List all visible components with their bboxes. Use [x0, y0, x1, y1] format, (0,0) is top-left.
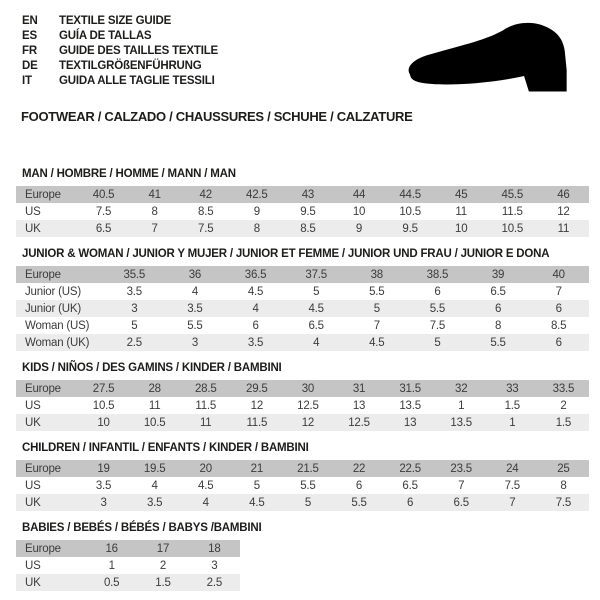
size-cell: 10 [78, 414, 129, 431]
table-row [16, 317, 589, 334]
size-cell: 3.5 [126, 285, 142, 298]
size-table [16, 540, 240, 591]
size-cell: 3 [104, 300, 165, 317]
size-cell: 21.5 [282, 460, 333, 477]
size-cell: 33 [487, 380, 538, 397]
size-cell: 1.5 [538, 414, 589, 431]
size-cell: 8.5 [198, 205, 214, 218]
size-cell: 7 [373, 319, 380, 332]
size-cell: 19.5 [129, 460, 180, 477]
size-cell: 45 [436, 186, 487, 203]
size-cell: 6 [528, 334, 589, 351]
size-cell: 13 [385, 414, 436, 431]
size-cell: 5.5 [369, 285, 385, 298]
row-label: Junior (US) [25, 285, 81, 298]
size-cell: 5 [407, 334, 468, 351]
size-cell: 6.5 [436, 494, 487, 511]
size-cell: 41 [129, 186, 180, 203]
size-cell: 4 [286, 334, 347, 351]
size-cell: 23.5 [436, 460, 487, 477]
size-cell: 38.5 [407, 266, 468, 283]
size-cell: 8 [231, 220, 282, 237]
row-label: US [25, 479, 41, 492]
size-cell: 6 [252, 319, 259, 332]
size-cell: 25 [538, 460, 589, 477]
table-row [16, 220, 589, 237]
size-cell: 16 [86, 540, 137, 557]
size-cell: 44.5 [385, 186, 436, 203]
table-row [16, 460, 589, 477]
size-cell: 9 [333, 220, 384, 237]
row-label: Woman (US) [25, 319, 90, 332]
size-cell: 5 [282, 494, 333, 511]
size-cell: 4.5 [347, 334, 408, 351]
size-cell: 2.5 [189, 574, 240, 591]
size-cell: 8 [151, 205, 158, 218]
size-cell: 10.5 [487, 220, 538, 237]
size-cell: 9 [253, 205, 260, 218]
size-cell: 7 [555, 285, 562, 298]
size-cell: 4 [225, 300, 286, 317]
row-label: UK [16, 574, 86, 591]
size-table-section [0, 248, 600, 351]
size-cell: 40 [528, 266, 589, 283]
table-row [16, 494, 589, 511]
size-cell: 7.5 [95, 205, 112, 218]
size-cell: 7.5 [538, 494, 589, 511]
section-divider-gap [0, 431, 600, 442]
size-cell: 20 [180, 460, 231, 477]
row-label: Europe [16, 540, 86, 557]
size-table [16, 186, 589, 237]
size-cell: 27.5 [78, 380, 129, 397]
row-label: UK [16, 414, 78, 431]
size-cell: 1.5 [137, 574, 188, 591]
size-cell: 5 [347, 300, 408, 317]
size-table-section [0, 522, 600, 591]
size-cell: 31.5 [385, 380, 436, 397]
size-cell: 3 [78, 494, 129, 511]
language-code: ES [22, 29, 37, 42]
size-cell: 6 [528, 300, 589, 317]
table-row [16, 414, 589, 431]
size-cell: 2 [560, 399, 567, 412]
language-code: EN [22, 14, 38, 27]
size-cell: 4.5 [231, 494, 282, 511]
table-row [16, 477, 589, 494]
size-cell: 5 [313, 285, 320, 298]
size-table [16, 380, 589, 431]
language-label: TEXTILGRÖßENFÜHRUNG [59, 59, 202, 72]
size-cell: 1 [487, 414, 538, 431]
table-title: BABIES / BEBÉS / BÉBÉS / BABYS /BAMBINI [22, 522, 262, 534]
size-cell: 0.5 [86, 574, 137, 591]
size-cell: 5.5 [187, 319, 203, 332]
size-cell: 37.5 [286, 266, 347, 283]
size-cell: 3.5 [225, 334, 286, 351]
size-cell: 12 [557, 205, 570, 218]
size-cell: 11.5 [231, 414, 282, 431]
size-cell: 42.5 [231, 186, 282, 203]
size-cell: 8 [494, 319, 502, 332]
size-cell: 5 [253, 479, 260, 492]
row-label: UK [16, 220, 78, 237]
table-row [16, 574, 240, 591]
size-cell: 7.5 [180, 220, 231, 237]
size-cell: 21 [231, 460, 282, 477]
size-cell: 18 [189, 540, 240, 557]
size-cell: 9.5 [385, 220, 436, 237]
size-cell: 43 [282, 186, 333, 203]
row-label: Europe [16, 380, 78, 397]
size-cell: 36.5 [225, 266, 286, 283]
size-cell: 5.5 [300, 479, 316, 492]
size-cell: 28.5 [180, 380, 231, 397]
size-cell: 11.5 [195, 399, 217, 412]
size-cell: 4.5 [198, 479, 214, 492]
size-cell: 40.5 [78, 186, 129, 203]
size-table-section [0, 362, 600, 431]
size-table [16, 460, 589, 511]
size-cell: 5 [131, 319, 138, 332]
size-cell: 4 [180, 494, 231, 511]
row-label: US [25, 399, 41, 412]
table-row [16, 203, 589, 220]
size-cell: 1 [458, 399, 465, 412]
size-cell: 33.5 [538, 380, 589, 397]
size-cell: 1 [108, 559, 115, 572]
section-divider-gap [0, 237, 600, 248]
size-cell: 12.5 [297, 399, 319, 412]
size-cell: 44 [333, 186, 384, 203]
size-cell: 9.5 [300, 205, 316, 218]
table-row [16, 334, 589, 351]
language-code: IT [22, 74, 32, 87]
table-row [16, 540, 240, 557]
size-cell: 8 [560, 479, 567, 492]
size-cell: 11 [148, 399, 161, 412]
size-cell: 7 [487, 494, 538, 511]
size-cell: 13.5 [399, 399, 421, 412]
size-cell: 10 [352, 205, 366, 218]
size-cell: 13 [352, 399, 366, 412]
size-cell: 10 [436, 220, 487, 237]
shoe-silhouette-icon [397, 14, 593, 106]
size-cell: 4.5 [247, 285, 264, 298]
size-cell: 30 [282, 380, 333, 397]
size-cell: 3 [211, 559, 218, 572]
table-title: KIDS / NIÑOS / DES GAMINS / KINDER / BAMBINI [22, 362, 282, 374]
size-cell: 10.5 [129, 414, 180, 431]
table-row [16, 186, 589, 203]
size-cell: 8.5 [282, 220, 333, 237]
size-cell: 24 [487, 460, 538, 477]
size-cell: 6.5 [78, 220, 129, 237]
size-cell: 11.5 [501, 205, 523, 218]
row-label: Europe [16, 186, 78, 203]
language-label: TEXTILE SIZE GUIDE [59, 14, 172, 27]
section-divider-gap [0, 511, 600, 522]
size-cell: 31 [333, 380, 384, 397]
size-cell: 2 [159, 559, 167, 572]
size-table [16, 266, 589, 351]
size-cell: 45.5 [487, 186, 538, 203]
size-tables [0, 168, 600, 591]
table-title: CHILDREN / INFANTIL / ENFANTS / KINDER / BAMBINI [22, 442, 309, 454]
size-cell: 6 [434, 285, 441, 298]
size-cell: 2.5 [104, 334, 165, 351]
language-label: GUIDA ALLE TAGLIE TESSILI [59, 74, 215, 87]
size-cell: 6 [355, 479, 363, 492]
size-cell: 3.5 [129, 494, 180, 511]
size-cell: 12 [250, 399, 264, 412]
size-cell: 5.5 [468, 334, 529, 351]
language-code: FR [22, 44, 37, 57]
size-cell: 17 [137, 540, 188, 557]
size-cell: 11 [455, 205, 467, 218]
size-cell: 22 [333, 460, 384, 477]
row-label: UK [16, 494, 78, 511]
table-title: MAN / HOMBRE / HOMME / MANN / MAN [22, 168, 236, 180]
category-heading: FOOTWEAR / CALZADO / CHAUSSURES / SCHUHE / CALZATURE [21, 109, 413, 124]
size-cell: 38 [347, 266, 408, 283]
size-cell: 7 [129, 220, 180, 237]
size-cell: 3.5 [165, 300, 226, 317]
size-cell: 5.5 [333, 494, 384, 511]
size-cell: 3 [165, 334, 226, 351]
size-cell: 12.5 [333, 414, 384, 431]
language-label: GUIDE DES TAILLES TEXTILE [59, 44, 218, 57]
size-cell: 32 [436, 380, 487, 397]
size-cell: 29.5 [231, 380, 282, 397]
table-row [16, 283, 589, 300]
size-cell: 6.5 [402, 479, 418, 492]
size-cell: 46 [538, 186, 589, 203]
size-cell: 6.5 [308, 319, 324, 332]
size-cell: 36 [165, 266, 226, 283]
size-cell: 42 [180, 186, 231, 203]
size-cell: 6 [468, 300, 529, 317]
size-cell: 10.5 [399, 205, 421, 218]
table-row [16, 557, 240, 574]
size-cell: 35.5 [104, 266, 165, 283]
size-cell: 6 [385, 494, 436, 511]
row-label: Junior (UK) [16, 300, 104, 317]
size-cell: 3.5 [95, 479, 112, 492]
table-row [16, 380, 589, 397]
section-divider-gap [0, 351, 600, 362]
row-label: Europe [16, 266, 104, 283]
row-label: US [25, 559, 41, 572]
row-label: Woman (UK) [16, 334, 104, 351]
size-cell: 10.5 [92, 399, 115, 412]
size-table-section [0, 168, 600, 237]
size-cell: 5.5 [407, 300, 468, 317]
size-cell: 4 [191, 285, 199, 298]
size-cell: 39 [468, 266, 529, 283]
size-cell: 6.5 [490, 285, 506, 298]
size-cell: 7.5 [429, 319, 446, 332]
language-code: DE [22, 59, 38, 72]
size-cell: 12 [282, 414, 333, 431]
size-cell: 7 [458, 479, 465, 492]
size-cell: 11 [180, 414, 231, 431]
language-label: GUÍA DE TALLAS [59, 29, 152, 42]
size-cell: 4.5 [286, 300, 347, 317]
size-cell: 11 [538, 220, 589, 237]
size-cell: 8.5 [550, 319, 567, 332]
table-row [16, 300, 589, 317]
size-cell: 7.5 [504, 479, 520, 492]
size-cell: 28 [129, 380, 180, 397]
row-label: Europe [16, 460, 78, 477]
table-row [16, 397, 589, 414]
size-cell: 13.5 [436, 414, 487, 431]
size-cell: 22.5 [385, 460, 436, 477]
table-row [16, 266, 589, 283]
row-label: US [25, 205, 41, 218]
size-cell: 1.5 [504, 399, 520, 412]
size-cell: 4 [151, 479, 158, 492]
size-cell: 19 [78, 460, 129, 477]
table-title: JUNIOR & WOMAN / JUNIOR Y MUJER / JUNIOR ET FEMME / JUNIOR UND FRAU / JUNIOR E DONA [22, 248, 550, 260]
size-table-section [0, 442, 600, 511]
